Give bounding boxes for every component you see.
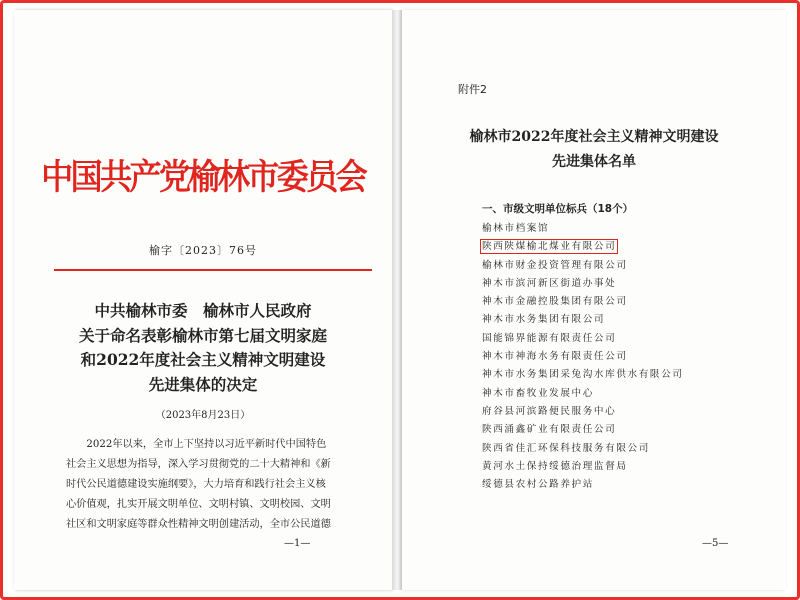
list-item [482, 257, 782, 275]
list-item-text: 榆林市财金投资管理有限公司 [482, 259, 628, 271]
document-number: 榆字〔2023〕76号 [149, 244, 257, 257]
heading-line: 和2022年度社会主义精神文明建设 [80, 350, 326, 369]
decision-date: （2023年8月23日） [155, 410, 251, 421]
list-item-text: 神木市滨河新区街道办事处 [482, 277, 617, 289]
list-item [482, 275, 782, 293]
heading-line: 榆林市2022年度社会主义精神文明建设 [469, 129, 719, 145]
right-page [402, 10, 786, 590]
attachment-label: 附件2 [458, 83, 487, 96]
list-item-text: 陕西涌鑫矿业有限责任公司 [482, 424, 617, 436]
left-page [14, 10, 392, 590]
list-item [482, 311, 782, 329]
book-gutter [392, 10, 402, 590]
list-item-text: 绥德县农村公路养护站 [482, 479, 594, 491]
list-item-highlighted [482, 238, 782, 256]
heading-line: 中共榆林市委 榆林市人民政府 [94, 301, 312, 320]
red-divider [54, 269, 372, 271]
heading-line: 先进集体名单 [552, 154, 636, 170]
list-item [482, 366, 782, 384]
list-heading [402, 125, 786, 175]
list-item-text: 陕西陕煤榆北煤业有限公司 [482, 241, 617, 253]
body-line: 时代公民道德建设实施纲要》，大力培育和践行社会主义核 [66, 479, 326, 490]
list-item-text: 神木市金融控股集团有限公司 [482, 296, 628, 308]
body-text [66, 435, 386, 535]
list-item [482, 421, 782, 439]
section-title: 一、市级文明单位标兵（18个） [482, 203, 634, 215]
org-title: 中国共产党榆林市委员会 [41, 158, 365, 198]
list-item [482, 403, 782, 421]
body-line: 社会主义思想为指导，深入学习贯彻党的二十大精神和《新 [66, 459, 331, 470]
list-item-text: 神木市畜牧业发展中心 [482, 387, 594, 399]
body-line: 2022年以来，全市上下坚持以习近平新时代中国特色 [86, 439, 327, 450]
page-number: —1— [284, 538, 311, 549]
unit-list [482, 220, 782, 494]
list-item [482, 348, 782, 366]
list-item [482, 476, 782, 494]
list-item [482, 330, 782, 348]
body-line: 社区和文明家庭等群众性精神文明创建活动，全市公民道德 [66, 519, 331, 530]
list-item-text: 神木市神海水务有限责任公司 [482, 351, 628, 363]
heading-line: 先进集体的决定 [148, 374, 258, 394]
list-item-text: 国能锦界能源有限责任公司 [482, 332, 617, 344]
list-item [482, 440, 782, 458]
list-item-text: 神木市水务集团采兔沟水库供水有限公司 [482, 369, 684, 381]
list-item [482, 293, 782, 311]
list-item-text: 榆林市档案馆 [482, 223, 550, 234]
page-number: —5— [702, 538, 729, 549]
list-item [482, 458, 782, 476]
list-item-text: 陕西省佳汇环保科技服务有限公司 [482, 442, 650, 454]
decision-heading [14, 299, 392, 397]
list-item [482, 220, 782, 238]
body-line: 心价值观，扎实开展文明单位、文明村镇、文明校园、文明 [66, 499, 331, 510]
list-item [482, 385, 782, 403]
list-item-text: 神木市水务集团有限公司 [482, 314, 606, 326]
heading-line: 关于命名表彰榆林市第七届文明家庭 [78, 325, 327, 345]
list-item-text: 府谷县河滨路便民服务中心 [482, 405, 617, 417]
list-item-text: 黄河水土保持绥德治理监督局 [482, 460, 628, 472]
